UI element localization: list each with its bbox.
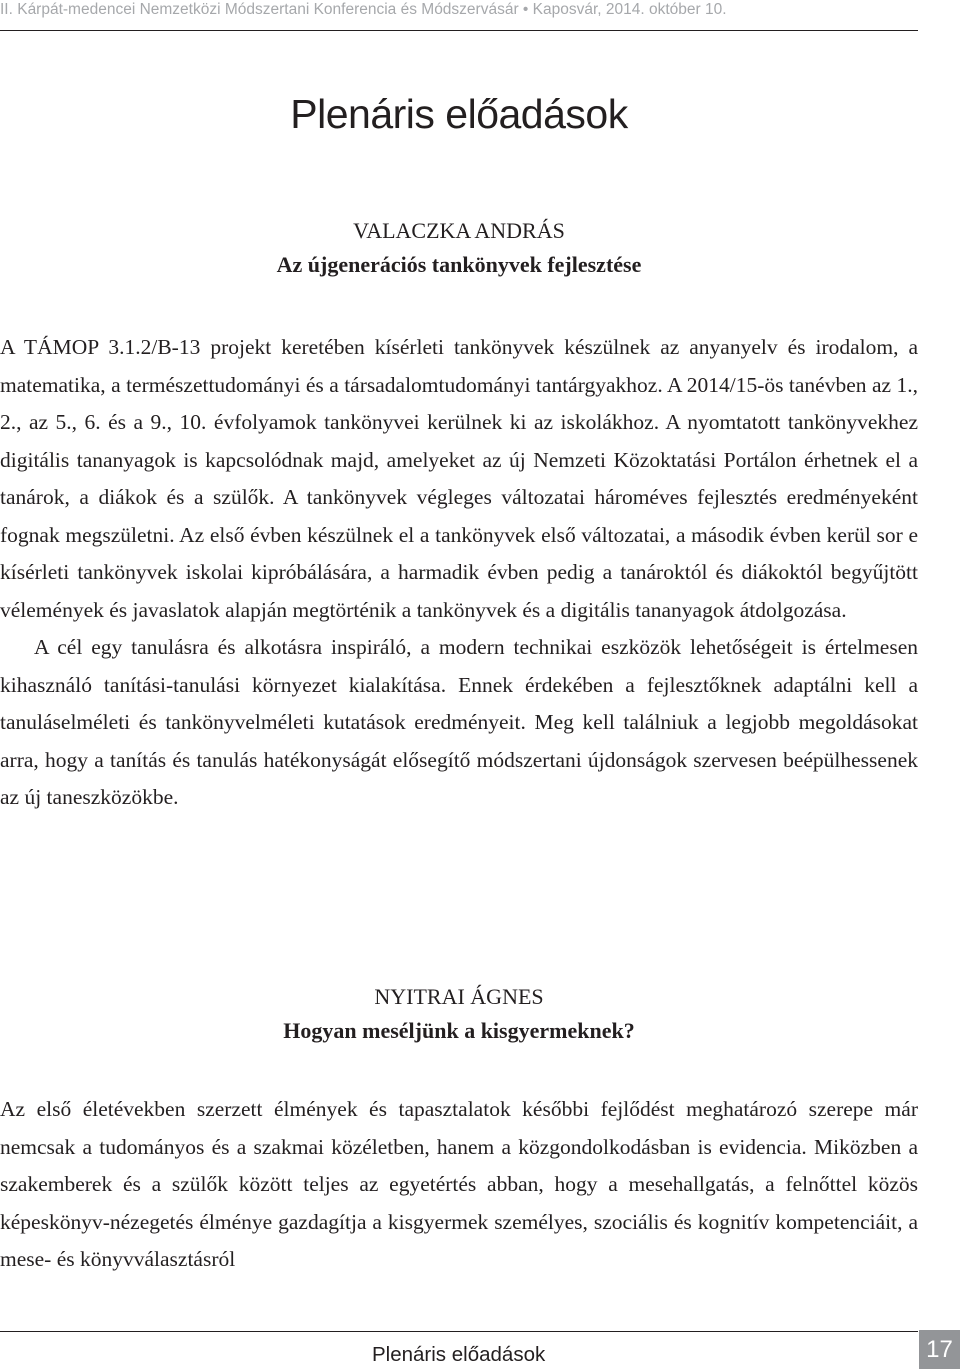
header-divider <box>0 30 918 31</box>
section-title: Plenáris előadások <box>290 91 628 137</box>
article-author: VALACZKA ANDRÁS <box>353 218 565 243</box>
footer-divider <box>0 1331 918 1332</box>
article-title: Hogyan meséljünk a kisgyermeknek? <box>283 1018 635 1043</box>
article-paragraph: A TÁMOP 3.1.2/B-13 projekt keretében kísérleti tankönyvek készülnek az anyanyelv és irodalom, a matematika, a természettudományi és a társadalomtudományi tantárgyakhoz. A 2014/15-ös tanévben az 1., 2., az 5., 6. és a 9., 10. évfolyamok tankönyvei kerülnek ki az iskolákhoz. A nyomtatott tankönyvekhez digitális tananyagok is kapcsolódnak majd, amelyeket az új Nemzeti Közoktatási Portálon érhetnek el a tanárok, a diákok és a szülők. A tankönyvek végleges változatai hároméves fejlesztés eredményeként fognak megszületni. Az első évben készülnek el a tankönyvek első változatai, a második évben kerül sor e kísérleti tankönyvek iskolai kipróbálására, a harmadik évben pedig a tanároktól és diákoktól begyűjtött vélemények és javaslatok alapján megtörténik a tankönyvek és a digitális tananyagok átdolgozása. <box>0 335 918 622</box>
article-valaczka <box>0 216 918 817</box>
article-paragraph: Az első életévekben szerzett élmények és tapasztalatok későbbi fejlődést meghatározó szerepe már nemcsak a tudományos és a szakmai közéletben, hanem a közgondolkodásban is evidencia. Miközben a szakemberek és a szülők között teljes az egyetértés abban, hogy a mesehallgatás, a felnőttel közös képeskönyv-nézegetés élménye gazdagítja a kisgyermek személyes, szociális és kognitív kompetenciáit, a mese- és könyvválasztásról <box>0 1097 918 1271</box>
article-title: Az újgenerációs tankönyvek fejlesztése <box>276 252 642 277</box>
article-author: NYITRAI ÁGNES <box>374 984 544 1009</box>
footer-section-label: Plenáris előadások <box>372 1343 546 1366</box>
running-header: II. Kárpát-medencei Nemzetközi Módszertani Konferencia és Módszervásár • Kaposvár, 2014. október 10. <box>0 1 727 18</box>
article-paragraph: A cél egy tanulásra és alkotásra inspiráló, a modern technikai eszközök lehetőségeit is értelmesen kihasználó tanítási-tanulási környezet kialakítása. Ennek érdekében a fejlesztőknek adaptálni kell a tanuláselméleti és tankönyvelméleti kutatások eredményeit. Meg kell találniuk a legjobb megoldásokat arra, hogy a tanítás és tanulás hatékonyságát elősegítő módszertani újdonságok szervesen beépülhessenek az új taneszközökbe. <box>0 635 918 809</box>
article-nyitrai <box>0 982 918 1279</box>
page-number-badge: 17 <box>919 1330 960 1369</box>
